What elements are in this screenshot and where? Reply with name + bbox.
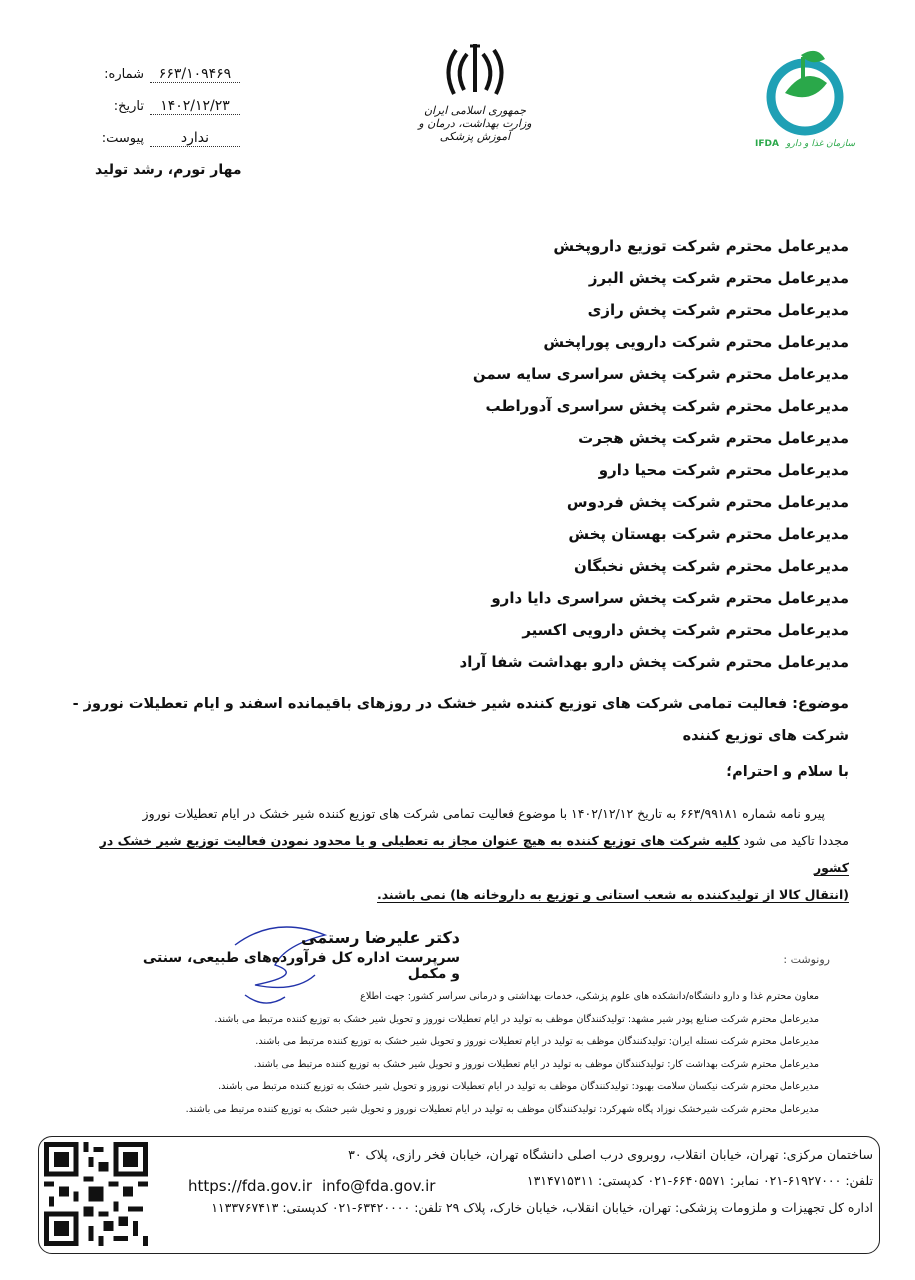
cc-list [99,986,819,1121]
body-line-2 [64,827,849,881]
signatory-name: دکتر علیرضا رستمی [301,928,460,947]
emblem-line2: وزارت بهداشت، درمان و آموزش پزشکی [418,117,532,143]
recipient: مدیرعامل محترم شرکت پخش سراسری دایا دارو [491,589,849,607]
recipient: مدیرعامل محترم شرکت پخش سراسری سایه سمن [472,365,849,383]
recipient: مدیرعامل محترم شرکت پخش دارو بهداشت شفا آراد [459,653,849,671]
letter-subject: موضوع: فعالیت تمامی شرکت های توزیع کننده شیر خشک در روزهای باقیمانده اسفند و ایام تعطیلات نوروز - شرکت های توزیع کننده [72,696,849,744]
recipient: مدیرعامل محترم شرکت بهستان پخش [568,525,849,543]
recipient: مدیرعامل محترم شرکت پخش دارویی اکسیر [522,621,849,639]
footer-office: اداره کل تجهیزات و ملزومات پزشکی: تهران، خیابان انقلاب، خیابان خارک، پلاک ۲۹ تلفن: ۶۳۴۲۰۰۰۰-۰۲۱ کدپستی: ۱۱۳۳۷۶۷۴۱۳ [211,1200,873,1215]
attachment-row [102,130,240,147]
letter-meta [60,66,240,156]
ifda-logo [755,45,855,160]
cc-item: مدیرعامل محترم شرکت نستله ایران: تولیدکنندگان موظف به تولید در ایام تعطیلات نوروز و تحویل شیر خشک به توزیع کننده مرتبط می باشند. [255,1036,819,1047]
date-label: تاریخ: [113,99,144,114]
cc-label: رونوشت : [783,953,830,966]
cc-item: مدیرعامل محترم شرکت صنایع پودر شیر مشهد: تولیدکنندگان موظف به تولید در ایام تعطیلات نوروز و تحویل شیر خشک به توزیع کننده مرتبط می باشند. [214,1013,819,1025]
body-line-2-emphasis: کلیه شرکت های توزیع کننده به هیچ عنوان مجاز به تعطیلی و یا محدود نمودن فعالیت توزیع شیر خشک در کشور [99,833,849,875]
recipient: مدیرعامل محترم شرکت توزیع داروپخش [553,237,849,255]
emblem-line1: جمهوری اسلامی ایران [423,104,527,117]
logo-abbr: IFDA [755,139,779,149]
recipient: مدیرعامل محترم شرکت پخش فردوس [566,493,849,511]
footer-address: ساختمان مرکزی: تهران، خیابان انقلاب، روبروی درب اصلی دانشگاه تهران، خیابان فخر رازی، پلاک ۳۰ [348,1147,873,1162]
ifda-logo-icon [755,45,855,137]
slogan-badge: مهار تورم، رشد تولید [95,162,242,178]
recipient: مدیرعامل محترم شرکت پخش البرز [588,269,849,287]
cc-item: مدیرعامل محترم شرکت نیکسان سلامت بهبود: تولیدکنندگان موظف به تولید در ایام تعطیلات نوروز و تحویل شیر خشک به توزیع کننده مرتبط می باشند. [218,1081,819,1092]
recipient-list [89,230,849,678]
body-line-2-plain: مجددا تاکید می شود [743,833,849,848]
cc-item: مدیرعامل محترم شرکت شیرخشک نوزاد پگاه شهرکرد: تولیدکنندگان موظف به تولید در ایام تعطیلات نوروز و تحویل شیر خشک به توزیع کننده مرتبط می باشند. [185,1103,819,1115]
letter-body [64,800,849,908]
attachment-value: ندارد [150,130,240,147]
body-line-1: پیرو نامه شماره ۶۶۳/۹۹۱۸۱ به تاریخ ۱۴۰۲/۱۲/۱۲ با موضوع فعالیت تمامی شرکت های توزیع کننده شیر خشک در ایام تعطیلات نوروز [142,806,825,821]
cc-item: مدیرعامل محترم شرکت بهداشت کار: تولیدکنندگان موظف به تولید در ایام تعطیلات نوروز و تحویل شیر خشک به توزیع کننده مرتبط می باشند. [253,1058,819,1070]
recipient: مدیرعامل محترم شرکت پخش رازی [587,301,849,319]
recipient: مدیرعامل محترم شرکت محیا دارو [598,461,849,479]
number-label: شماره: [104,67,144,82]
iran-emblem-icon [440,40,510,100]
ministry-emblem [400,40,550,143]
body-line-3 [64,881,849,908]
recipient: مدیرعامل محترم شرکت پخش نخبگان [574,557,849,575]
body-line-3-emphasis: (انتقال کالا از تولیدکننده به شعب استانی و توزیع به داروخانه ها) نمی باشند. [376,887,849,902]
email-link[interactable]: info@fda.gov.ir [322,1177,436,1195]
date-row [114,98,240,115]
qr-code-icon [44,1142,148,1246]
recipient: مدیرعامل محترم شرکت دارویی پوراپخش [543,333,849,351]
logo-org: سازمان غذا و دارو [786,139,855,149]
attachment-label: پیوست: [101,131,144,146]
footer-phones: تلفن: ۶۱۹۲۷۰۰۰-۰۲۱ نمابر: ۶۶۴۰۵۵۷۱-۰۲۱ کدپستی: ۱۳۱۴۷۱۵۳۱۱ [526,1173,873,1188]
recipient: مدیرعامل محترم شرکت پخش سراسری آدوراطب [485,397,849,415]
recipient: مدیرعامل محترم شرکت پخش هجرت [578,429,849,447]
number-row [104,66,240,83]
signatory-title: سرپرست اداره کل فرآورده‌های طبیعی، سنتی و مکمل [142,950,460,982]
website-link[interactable]: https://fda.gov.ir [188,1177,313,1195]
cc-item: معاون محترم غذا و دارو دانشگاه/دانشکده های علوم پزشکی، خدمات بهداشتی و درمانی سراسر کشور: جهت اطلاع [360,991,819,1002]
greeting: با سلام و احترام؛ [726,764,849,780]
number-value: ۶۶۳/۱۰۹۴۶۹ [150,66,240,83]
date-value: ۱۴۰۲/۱۲/۲۳ [150,98,240,115]
